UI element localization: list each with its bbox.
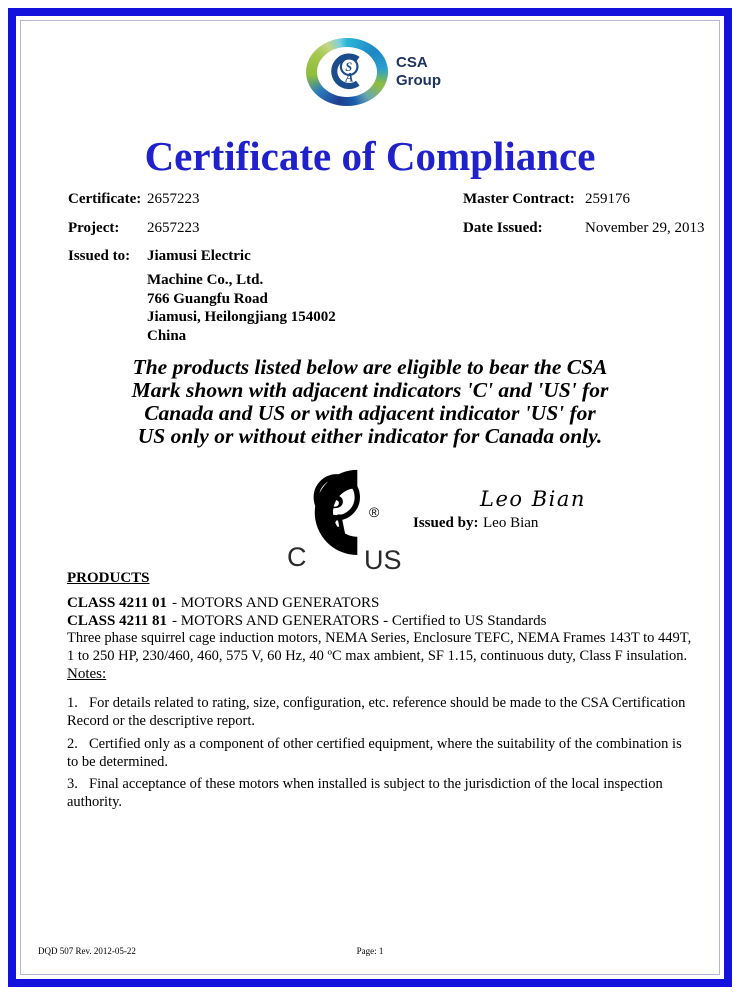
note-item xyxy=(67,695,692,730)
address-line: Jiamusi, Heilongjiang 154002 xyxy=(147,309,336,325)
master-contract-label: Master Contract: xyxy=(463,191,575,207)
product-class-row xyxy=(67,595,379,612)
class-description: - MOTORS AND GENERATORS xyxy=(172,595,380,611)
svg-text:S: S xyxy=(345,59,353,74)
csa-cus-mark xyxy=(287,462,417,574)
signature-script: Leo Bian xyxy=(480,487,586,511)
csa-logo-inner-circle xyxy=(317,47,377,97)
logo-word-group: Group xyxy=(396,72,441,89)
csa-group-wordmark xyxy=(396,54,441,90)
class-code: CLASS 4211 81 xyxy=(67,613,168,629)
statement-line: US only or without either indicator for Canada only. xyxy=(137,424,603,448)
note-number: 2. xyxy=(67,736,78,752)
issued-to-label: Issued to: xyxy=(68,248,131,264)
address-line: Machine Co., Ltd. xyxy=(147,272,264,288)
certificate-value: 2657223 xyxy=(147,191,200,207)
registered-trademark-symbol: ® xyxy=(369,504,380,520)
note-item xyxy=(67,736,692,771)
project-value: 2657223 xyxy=(147,220,200,236)
mark-us-indicator: US xyxy=(364,545,402,575)
products-heading: PRODUCTS xyxy=(67,570,150,586)
product-description: Three phase squirrel cage induction motors, NEMA Series, Enclosure TEFC, NEMA Frames 143T to 449T, 1 to 250 HP, 230/460, 460, 575 V, 60 Hz, 40 ºC max ambient, SF 1.15, continuous duty, Class F insulation. xyxy=(67,630,692,664)
statement-line: Canada and US or with adjacent indicator 'US' for xyxy=(144,401,596,425)
date-issued-value: November 29, 2013 xyxy=(585,220,705,236)
note-number: 1. xyxy=(67,695,78,711)
footer-document-number: DQD 507 Rev. 2012-05-22 xyxy=(38,946,136,956)
address-line: China xyxy=(147,327,187,344)
mark-canada-indicator: C xyxy=(287,542,307,572)
date-issued-label: Date Issued: xyxy=(463,220,543,236)
certificate-label: Certificate: xyxy=(68,191,142,207)
product-class-row xyxy=(67,613,546,630)
csa-monogram-icon xyxy=(329,52,365,92)
issued-by-name: Leo Bian xyxy=(483,515,539,531)
note-text: Certified only as a component of other certified equipment, where the suitability of the combination is to be determined. xyxy=(67,736,682,770)
class-description: - MOTORS AND GENERATORS - Certified to US Standards xyxy=(172,613,547,629)
page-title: Certificate of Compliance xyxy=(144,133,596,179)
csa-group-logo xyxy=(306,38,441,106)
notes-heading: Notes: xyxy=(67,666,107,682)
note-text: For details related to rating, size, configuration, etc. reference should be made to the CSA Certification Record or the descriptive report. xyxy=(67,695,686,729)
note-item xyxy=(67,776,692,811)
class-code: CLASS 4211 01 xyxy=(67,595,168,611)
address-line: 766 Guangfu Road xyxy=(147,290,268,307)
footer-page-number: Page: 1 xyxy=(356,946,384,956)
issued-to-name: Jiamusi Electric xyxy=(147,248,251,264)
note-text: Final acceptance of these motors when installed is subject to the jurisdiction of the local inspection authority. xyxy=(67,776,663,810)
statement-line: Mark shown with adjacent indicators 'C' and 'US' for xyxy=(131,378,609,402)
eligibility-statement xyxy=(0,356,740,448)
csa-logo-swirl-icon xyxy=(306,38,388,106)
issued-to-address xyxy=(147,271,336,345)
issued-by-label: Issued by: xyxy=(413,515,479,531)
statement-line: The products listed below are eligible to bear the CSA xyxy=(132,355,608,379)
project-label: Project: xyxy=(68,220,120,236)
svg-text:A: A xyxy=(326,507,349,543)
note-number: 3. xyxy=(67,776,78,792)
svg-text:A: A xyxy=(345,70,354,85)
svg-text:S: S xyxy=(327,479,345,515)
logo-word-csa: CSA xyxy=(396,54,428,71)
master-contract-value: 259176 xyxy=(585,191,630,207)
